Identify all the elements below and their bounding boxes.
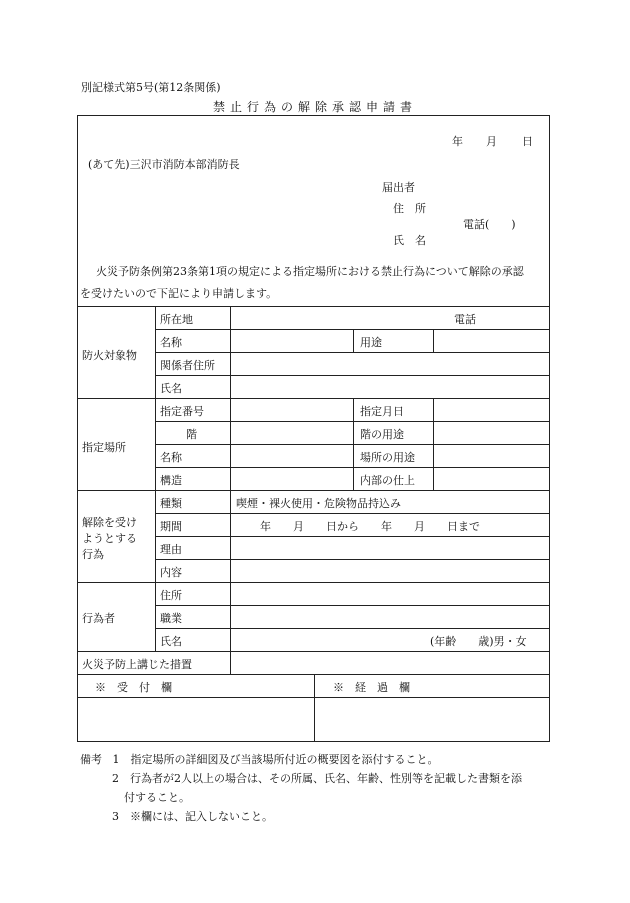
actor-name-label: 氏名: [160, 635, 182, 648]
date-month-label: 月: [486, 135, 497, 148]
release-act-label-line-3: 行為: [82, 548, 104, 561]
rule: [433, 398, 434, 490]
form-reference: 別記様式第5号(第12条関係): [81, 81, 221, 94]
designated-place-section-label: 指定場所: [82, 441, 126, 454]
note-item-2-continued: 付すること。: [124, 791, 190, 804]
statement-line-2: を受けたいので下記により申請します。: [80, 287, 278, 300]
rule: [155, 352, 550, 353]
note-item-1: 1 指定場所の詳細図及び当該場所付近の概要図を添付すること。: [112, 753, 439, 766]
rule: [155, 628, 550, 629]
note-item-2: 2 行為者が2人以上の場合は、その所属、氏名、年齢、性別等を記載した書類を添: [112, 772, 522, 785]
place-use-label: 場所の用途: [360, 451, 415, 464]
addressee: (あて先)三沢市消防本部消防長: [88, 158, 240, 171]
footer-divider: [314, 674, 315, 742]
location-label: [160, 311, 224, 327]
fire-target-section-label: 防火対象物: [82, 349, 137, 362]
stakeholder-name-label: 氏名: [160, 382, 182, 395]
rule: [77, 490, 550, 491]
structure-label: 構造: [160, 474, 182, 487]
rule: [77, 651, 550, 652]
date-year-label: 年: [452, 135, 463, 148]
rule: [155, 375, 550, 376]
value-column-divider: [230, 306, 231, 674]
act-period-value: 年 月 日から 年 月 日まで: [260, 520, 480, 533]
rule: [433, 329, 434, 352]
designation-number-label: 指定番号: [160, 405, 204, 418]
interior-finish-label: 内部の仕上: [360, 474, 415, 487]
act-type-value: 喫煙・裸火使用・危険物品持込み: [236, 497, 401, 510]
actor-age-sex: (年齢 歳)男・女: [430, 635, 527, 648]
act-period-label: 期間: [160, 520, 182, 533]
rule: [353, 398, 354, 490]
floor-use-label: 階の用途: [360, 428, 404, 441]
release-act-label-line-1: 解除を受け: [82, 516, 137, 529]
actor-address-label: 住所: [160, 589, 182, 602]
rule: [155, 605, 550, 606]
note-item-3: 3 ※欄には、記入しないこと。: [112, 810, 273, 823]
actor-occupation-label: 職業: [160, 612, 182, 625]
fire-target-name-label: 名称: [160, 336, 182, 349]
fire-prevention-measures-label: 火災予防上講じた措置: [82, 658, 192, 671]
applicant-phone-label: 電話( ): [463, 218, 516, 231]
place-name-label: 名称: [160, 451, 182, 464]
act-reason-label: 理由: [160, 543, 182, 556]
rule: [155, 536, 550, 537]
progress-column-label: ※ 経 過 欄: [333, 681, 410, 694]
act-content-label: 内容: [160, 566, 182, 579]
rule: [77, 582, 550, 583]
label-column-divider: [155, 306, 156, 651]
release-act-label-line-2: ようとする: [82, 532, 137, 545]
date-day-label: 日: [522, 135, 533, 148]
rule: [155, 559, 550, 560]
reception-column-label: ※ 受 付 欄: [95, 681, 172, 694]
designation-date-label: 指定月日: [360, 405, 404, 418]
rule: [155, 513, 550, 514]
rule: [77, 398, 550, 399]
applicant-label: 届出者: [382, 181, 415, 194]
fire-target-phone-label: 電話: [454, 313, 476, 326]
fire-target-use-label: 用途: [360, 336, 382, 349]
location-label-text: 所在地: [160, 313, 193, 326]
actor-section-label: 行為者: [82, 612, 115, 625]
floor-label: 階: [186, 428, 197, 441]
table-top-rule: [77, 306, 550, 307]
notes-label: 備考: [80, 753, 102, 766]
document-title: 禁止行為の解除承認申請書: [212, 100, 417, 114]
stakeholder-address-label: 関係者住所: [160, 359, 215, 372]
rule: [353, 329, 354, 352]
applicant-name-label: 氏 名: [393, 234, 426, 247]
notes-section: [80, 750, 522, 826]
applicant-address-label: 住 所: [393, 202, 426, 215]
statement-line-1: 火災予防条例第23条第1項の規定による指定場所における禁止行為について解除の承認: [96, 265, 524, 278]
act-type-label: 種類: [160, 497, 182, 510]
